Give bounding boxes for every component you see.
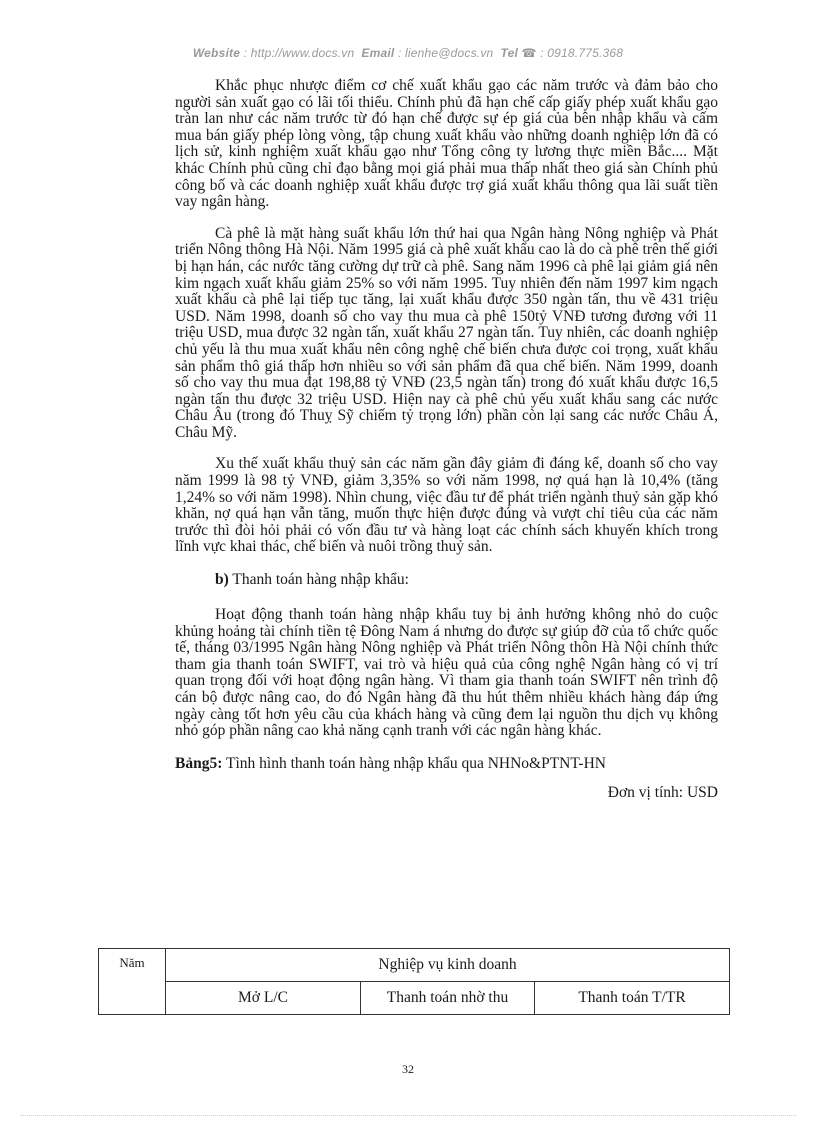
paragraph-coffee-export: Cà phê là mặt hàng suất khẩu lớn thứ hai qua Ngân hàng Nông nghiệp và Phát triển Nông thông Hà Nội. Năm 1995 giá cà phê xuất khẩu cao là do cà phê trên thế giới bị hạn hán, các nước tăng cường dự trữ cà phê. Sang năm 1996 cà phê lại giảm giá nên kim ngạch xuất khẩu giảm 25% so với năm 1995. Tuy nhiên đến năm 1997 kim ngạch xuất khẩu cà phê lại tiếp tục tăng, lại xuất khẩu được 350 ngàn tấn, thu về 431 triệu USD. Năm 1998, doanh số cho vay thu mua cà phê 150tỷ VNĐ tương đương với 11 triệu USD, mua được 32 ngàn tấn, xuất khẩu 27 ngàn tấn. Tuy nhiên, các doanh nghiệp chủ yếu là thu mua xuất khẩu nên công nghệ chế biến chưa được coi trọng, xuất khẩu sản phẩm thô giá thấp hơn nhiều so với sản phẩm đã qua chế biến. Năm 1999, doanh số cho vay thu mua đạt 198,88 tỷ VNĐ (23,5 ngàn tấn) trong đó xuất khẩu được 16,5 ngàn tấn thu được 32 triệu USD. Hiện nay cà phê chủ yếu xuất khẩu sang các nước Châu Âu (trong đó Thuỵ Sỹ chiếm tỷ trọng lớn) phần còn lại sang các nước Châu Á, Châu Mỹ. (175, 224, 718, 441)
paragraph-import-payment: Hoạt động thanh toán hàng nhập khẩu tuy bị ảnh hưởng không nhỏ do cuộc khủng hoảng tài chính tiền tệ Đông Nam á nhưng do được sự giúp đỡ của tổ chức quốc tế, tháng 03/1995 Ngân hàng Nông nghiệp và Phát triển Nông thôn Hà Nội chính thức tham gia thanh toán SWIFT, vai trò và hiệu quả của công nghệ Ngân hàng có vị trí quan trọng đối với hoạt động ngân hàng. Vì tham gia thanh toán SWIFT nên trình độ cán bộ được nâng cao, do đó Ngân hàng đã thu hút thêm nhiều khách hàng đáp ứng ngày càng tốt hơn yêu cầu của khách hàng và cũng đem lại nguồn thu dịch vụ không nhỏ góp phần nâng cao khả năng cạnh tranh với các ngân hàng khác. (175, 606, 718, 740)
tel-value: ☎ : 0918.775.368 (521, 46, 624, 60)
table-caption-label: Bảng5: (175, 754, 223, 772)
year-header: Năm (99, 949, 166, 1015)
business-group-header: Nghiệp vụ kinh doanh (166, 949, 730, 982)
email-label: Email (361, 46, 395, 60)
column-header-collection: Thanh toán nhờ thu (361, 982, 535, 1015)
subheading-marker: b) (215, 571, 229, 589)
subheading-text: Thanh toán hàng nhập khẩu: (232, 571, 409, 589)
page-number: 32 (402, 1062, 414, 1076)
table-header-row (99, 949, 730, 982)
page-header (0, 46, 816, 60)
footer-divider (20, 1115, 796, 1116)
paragraph-rice-export: Khắc phục nhược điểm cơ chế xuất khẩu gạo các năm trước và đảm bảo cho người sản xuất gạo có lãi tối thiểu. Chính phủ đã hạn chế cấp giấy phép xuất khẩu gạo tràn lan như các năm trước từ đó hạn chế được sự ép giá của bên nhập khẩu và cấm mua bán giấy phép lòng vòng, tập chung xuất khẩu vào những doanh nghiệp lớn đã có lịch sử, kinh nghiệm xuất khẩu gạo như Tổng công ty lương thực miền Bắc.... Mặt khác Chính phủ cũng chỉ đạo bằng mọi giá phải mua thấp nhất theo giá sàn Chính phủ công bố và các doanh nghiệp xuất khẩu được trợ giá xuất khẩu thông qua lãi suất tiền vay ngân hàng. (175, 77, 718, 211)
website-value: : http://www.docs.vn (243, 46, 355, 60)
document-body (175, 78, 718, 808)
email-value: : lienhe@docs.vn (397, 46, 494, 60)
website-label: Website (192, 46, 241, 60)
section-subheading (215, 571, 718, 588)
table-caption-text: Tình hình thanh toán hàng nhập khẩu qua NHNo&PTNT-HN (225, 754, 606, 772)
column-header-lc: Mở L/C (166, 982, 361, 1015)
unit-label: Đơn vị tính: USD (607, 783, 718, 801)
column-header-ttr: Thanh toán T/TR (535, 982, 730, 1015)
import-payment-table (98, 948, 730, 1015)
paragraph-seafood-export: Xu thế xuất khẩu thuỷ sản các năm gần đây giảm đi đáng kể, doanh số cho vay năm 1999 là 98 tỷ VNĐ, giảm 3,35% so với năm 1998, nợ quá hạn là 10,4% (tăng 1,24% so với năm 1998). Nhìn chung, việc đầu tư để phát triển ngành thuỷ sản gặp khó khăn, nợ quá hạn vẫn tăng, muốn thực hiện được đúng và vượt chỉ tiêu của các năm trước thì đòi hỏi phải có vốn đầu tư và hàng loạt các chính sách khuyến khích trong lĩnh vực khai thác, chế biến và nuôi trồng thuỷ sản. (175, 455, 718, 556)
tel-label: Tel (500, 46, 518, 60)
table-caption (175, 755, 718, 772)
table-subheader-row (99, 982, 730, 1015)
